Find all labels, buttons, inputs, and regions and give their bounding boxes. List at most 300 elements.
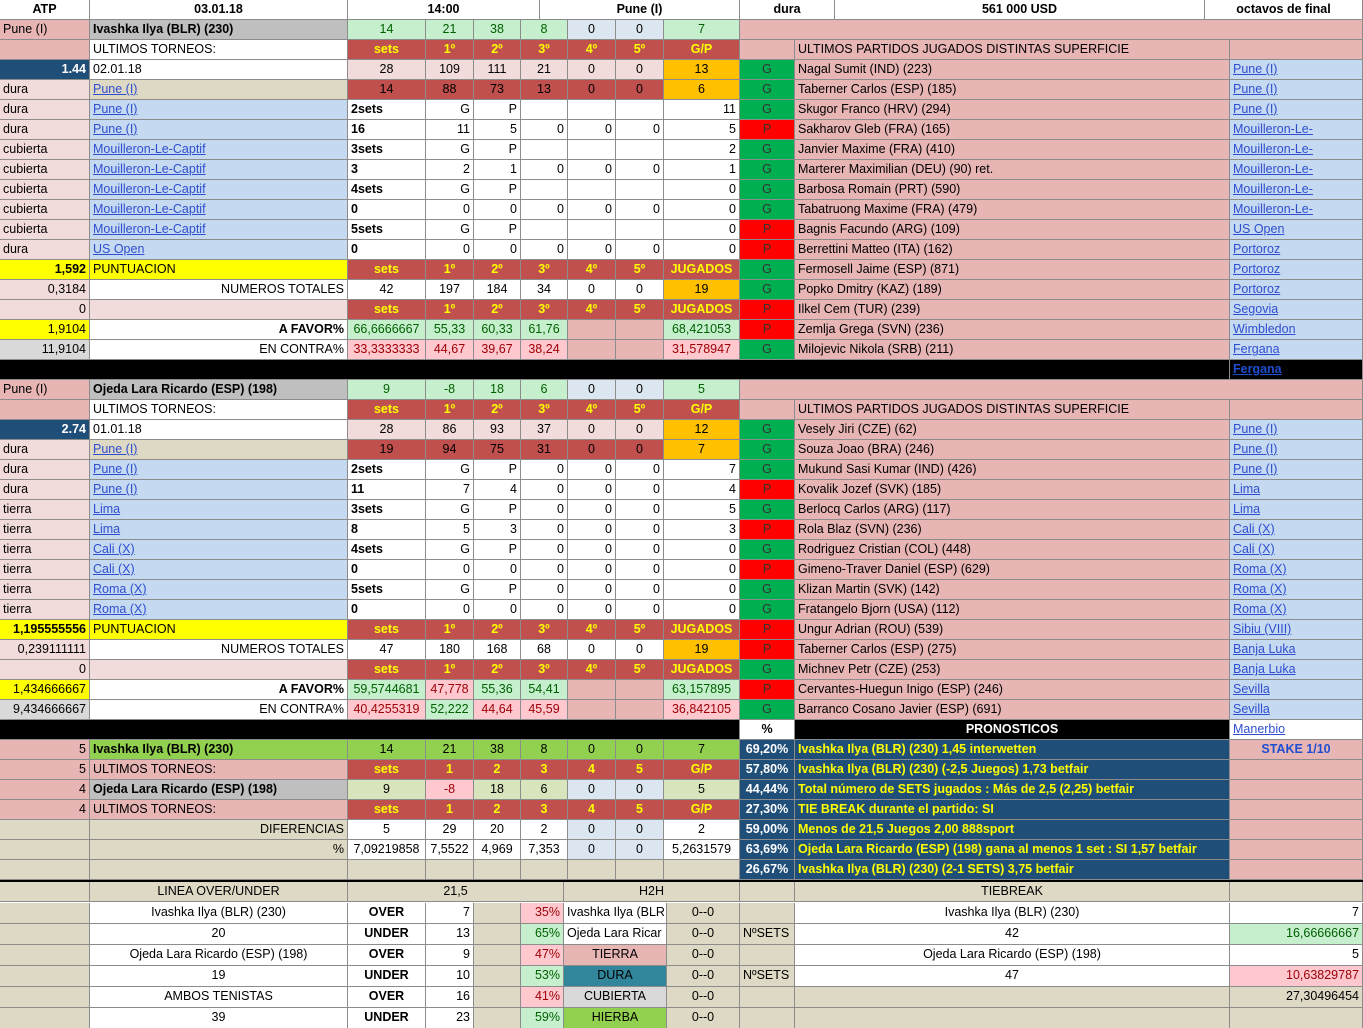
loss-badge: P [740, 220, 795, 240]
totals-label: NUMEROS TOTALES [90, 280, 348, 300]
against-value: 11,9104 [0, 340, 90, 360]
favor-percent: 54,41 [521, 680, 568, 700]
summary-value: 7 [664, 20, 740, 40]
against-percent: 39,67 [474, 340, 521, 360]
forecast-percent: 57,80% [740, 760, 795, 780]
tournament-link[interactable]: Cali (X) [1230, 520, 1363, 540]
h2h-title: H2H [564, 882, 740, 902]
tiebreak-label: 47 [795, 966, 1230, 987]
forecast-value: 9 [348, 780, 426, 800]
win-badge: G [740, 700, 795, 720]
player-name: Ivashka Ilya (BLR) (230) [90, 20, 348, 40]
tournament-link[interactable]: Pune (I) [1230, 100, 1363, 120]
tournament-link[interactable]: Sibiu (VIII) [1230, 620, 1363, 640]
forecast-value: 8 [521, 740, 568, 760]
over-under-percent: 41% [521, 987, 564, 1008]
totals-number: 47 [348, 640, 426, 660]
column-header: 2º [474, 400, 521, 420]
tiebreak-value: 27,30496454 [1230, 987, 1363, 1008]
sets-value: 4sets [348, 540, 426, 560]
sets-value: 2 [664, 140, 740, 160]
sheet-row [0, 820, 1363, 840]
sets-value: 5 [664, 500, 740, 520]
forecast-value [474, 860, 521, 880]
loss-badge: P [740, 640, 795, 660]
sets-value: 0 [664, 180, 740, 200]
against-percent [568, 700, 616, 720]
forecast-value: 7,09219858 [348, 840, 426, 860]
h2h-value: 0--0 [667, 966, 740, 987]
tiebreak-value: 5 [1230, 945, 1363, 966]
column-header: sets [348, 40, 426, 60]
tournament-link[interactable]: Roma (X) [90, 580, 348, 600]
blank [0, 400, 90, 420]
zero-value: 0 [0, 660, 90, 680]
opponent-name: Fratangelo Bjorn (USA) (112) [795, 600, 1230, 620]
stat-value: 111 [474, 60, 521, 80]
h2h-value: 0--0 [667, 1008, 740, 1028]
tournament-link[interactable]: Cali (X) [90, 540, 348, 560]
forecast-count [0, 840, 90, 860]
stat-value: 0 [616, 80, 664, 100]
h2h-label: DURA [564, 966, 667, 987]
separator [0, 360, 1230, 380]
totals-number: 68 [521, 640, 568, 660]
ultimos-label: ULTIMOS TORNEOS: [90, 40, 348, 60]
blank [474, 924, 521, 945]
blank [740, 40, 795, 60]
loss-badge: P [740, 320, 795, 340]
h2h-label: HIERBA [564, 1008, 667, 1028]
summary-value: -8 [426, 380, 474, 400]
score-value: 1,195555556 [0, 620, 90, 640]
win-badge: G [740, 260, 795, 280]
tournament-link[interactable]: Portoroz [1230, 240, 1363, 260]
column-header: 3º [521, 620, 568, 640]
tournament-link[interactable]: Portoroz [1230, 280, 1363, 300]
sheet-row [0, 520, 1363, 540]
surface-label: dura [0, 80, 90, 100]
tournament-link[interactable]: Banja Luka [1230, 640, 1363, 660]
sheet-row [0, 260, 1363, 280]
totals-number: 197 [426, 280, 474, 300]
favor-label: A FAVOR% [90, 680, 348, 700]
sheet-row [0, 460, 1363, 480]
tournament-link[interactable]: Mouilleron-Le- [1230, 180, 1363, 200]
over-under-count: 13 [426, 924, 474, 945]
stat-value: 6 [664, 80, 740, 100]
sheet-row [0, 380, 1363, 400]
forecast-value: 5 [348, 820, 426, 840]
stat-value: 0 [568, 440, 616, 460]
opponent-name: Skugor Franco (HRV) (294) [795, 100, 1230, 120]
sets-value: 3sets [348, 140, 426, 160]
over-under-type: UNDER [348, 966, 426, 987]
sheet-row [0, 945, 1363, 966]
tournament-link[interactable]: Mouilleron-Le- [1230, 160, 1363, 180]
tournament-link[interactable]: Pune (I) [90, 80, 348, 100]
forecast-title: PRONOSTICOS [795, 720, 1230, 740]
over-under-count: 23 [426, 1008, 474, 1028]
opponent-name: Michnev Petr (CZE) (253) [795, 660, 1230, 680]
forecast-value: 2 [474, 760, 521, 780]
h2h-value: 0--0 [667, 987, 740, 1008]
tournament-link[interactable]: Lima [90, 520, 348, 540]
sheet-row [0, 300, 1363, 320]
tiebreak-label: Ivashka Ilya (BLR) (230) [795, 903, 1230, 924]
forecast-value: 0 [616, 740, 664, 760]
sets-value: P [474, 140, 521, 160]
sets-value [616, 220, 664, 240]
tournament-link[interactable]: Roma (X) [1230, 560, 1363, 580]
blank [0, 945, 90, 966]
score-value: 1,592 [0, 260, 90, 280]
sheet-row [0, 120, 1363, 140]
sets-value: 3 [664, 520, 740, 540]
sets-value: 0 [521, 240, 568, 260]
win-badge: G [740, 180, 795, 200]
blank [474, 945, 521, 966]
forecast-count: 4 [0, 780, 90, 800]
tiebreak-label: 42 [795, 924, 1230, 945]
tournament-link[interactable]: Lima [1230, 480, 1363, 500]
forecast-percent: 44,44% [740, 780, 795, 800]
sets-value: 5sets [348, 220, 426, 240]
column-header: 3º [521, 260, 568, 280]
totals-number: 180 [426, 640, 474, 660]
sets-value [616, 140, 664, 160]
forecast-percent: 63,69% [740, 840, 795, 860]
tournament-link[interactable]: Pune (I) [1230, 460, 1363, 480]
sheet-row [0, 860, 1363, 880]
sets-value: 0 [664, 560, 740, 580]
separator [0, 720, 740, 740]
tournament-link[interactable]: Mouilleron-Le-Captif [90, 180, 348, 200]
tournament-link[interactable]: Pune (I) [90, 120, 348, 140]
column-header: 1º [426, 300, 474, 320]
against-percent: 44,64 [474, 700, 521, 720]
tournament-link[interactable]: Fergana [1230, 340, 1363, 360]
score-label: PUNTUACION [90, 620, 348, 640]
tournament-link[interactable]: Pune (I) [1230, 60, 1363, 80]
sets-value: 0 [521, 120, 568, 140]
tournament-link[interactable]: Mouilleron-Le- [1230, 200, 1363, 220]
stat-value: 13 [521, 80, 568, 100]
blank [0, 1008, 90, 1028]
sets-value: 0 [568, 580, 616, 600]
tournament-link[interactable]: Mouilleron-Le- [1230, 120, 1363, 140]
sheet-row [0, 700, 1363, 720]
header-cell: dura [740, 0, 835, 20]
tournament-link[interactable]: Mouilleron-Le-Captif [90, 160, 348, 180]
blank [740, 882, 795, 902]
opponent-name: Vesely Jiri (CZE) (62) [795, 420, 1230, 440]
sets-value: 0 [348, 240, 426, 260]
tournament-link[interactable]: Wimbledon [1230, 320, 1363, 340]
sets-value: 0 [664, 220, 740, 240]
odds-value: 2.74 [0, 420, 90, 440]
forecast-label: Ojeda Lara Ricardo (ESP) (198) [90, 780, 348, 800]
totals-number: 19 [664, 640, 740, 660]
stat-value: 7 [664, 440, 740, 460]
opponent-name: Rola Blaz (SVN) (236) [795, 520, 1230, 540]
sets-value: 0 [568, 520, 616, 540]
tournament-link[interactable]: Pune (I) [90, 440, 348, 460]
tournament-link[interactable]: Banja Luka [1230, 660, 1363, 680]
sets-value: 0 [426, 240, 474, 260]
tournament-link[interactable]: Sevilla [1230, 680, 1363, 700]
favor-value: 1,434666667 [0, 680, 90, 700]
stake-label [1230, 760, 1363, 780]
sets-value: 0 [568, 480, 616, 500]
sets-value: G [426, 100, 474, 120]
forecast-label [90, 860, 348, 880]
sets-value: P [474, 100, 521, 120]
sets-value: 0 [474, 240, 521, 260]
sets-value: P [474, 540, 521, 560]
summary-value: 0 [568, 380, 616, 400]
surface-label: dura [0, 480, 90, 500]
sets-value [521, 140, 568, 160]
sets-value: 2sets [348, 100, 426, 120]
sets-value: 0 [568, 240, 616, 260]
tournament-link[interactable]: US Open [1230, 220, 1363, 240]
opponent-name: Bagnis Facundo (ARG) (109) [795, 220, 1230, 240]
tiebreak-label [795, 987, 1230, 1008]
sets-value: 0 [616, 460, 664, 480]
tournament-link[interactable]: Mouilleron-Le- [1230, 140, 1363, 160]
sets-value: 0 [616, 240, 664, 260]
tournament-link[interactable]: Portoroz [1230, 260, 1363, 280]
summary-value: 14 [348, 20, 426, 40]
forecast-value: 5 [616, 760, 664, 780]
favor-percent [616, 680, 664, 700]
sheet-row [0, 640, 1363, 660]
win-badge: G [740, 100, 795, 120]
column-header: 2º [474, 660, 521, 680]
favor-percent: 59,5744681 [348, 680, 426, 700]
forecast-value [521, 860, 568, 880]
column-header: 4º [568, 260, 616, 280]
sets-value: 0 [568, 200, 616, 220]
stat-value: 73 [474, 80, 521, 100]
tournament-link[interactable]: Manerbio [1230, 720, 1363, 740]
sets-value [616, 180, 664, 200]
tournament-link[interactable]: Lima [1230, 500, 1363, 520]
sets-value: P [474, 460, 521, 480]
sheet-row [0, 100, 1363, 120]
forecast-percent: 26,67% [740, 860, 795, 880]
tournament-link[interactable]: Segovia [1230, 300, 1363, 320]
summary-value: 38 [474, 20, 521, 40]
sets-value: 0 [348, 200, 426, 220]
stat-value: 75 [474, 440, 521, 460]
win-badge: G [740, 600, 795, 620]
forecast-value [426, 860, 474, 880]
column-header: sets [348, 300, 426, 320]
stake-label [1230, 780, 1363, 800]
over-under-percent: 53% [521, 966, 564, 987]
forecast-value: 0 [568, 780, 616, 800]
sheet-row [0, 1008, 1363, 1028]
blank [90, 300, 348, 320]
sets-value: 3 [474, 520, 521, 540]
sets-value: 0 [616, 120, 664, 140]
sheet-row [0, 320, 1363, 340]
opponent-name: Popko Dmitry (KAZ) (189) [795, 280, 1230, 300]
forecast-count: 4 [0, 800, 90, 820]
win-badge: G [740, 500, 795, 520]
forecast-value: 3 [521, 800, 568, 820]
surface-label: cubierta [0, 200, 90, 220]
sets-value: 5 [474, 120, 521, 140]
forecast-percent: 59,00% [740, 820, 795, 840]
forecast-value: 2 [664, 820, 740, 840]
sheet-row [0, 240, 1363, 260]
stake-label [1230, 840, 1363, 860]
surface-label: cubierta [0, 220, 90, 240]
favor-value: 1,9104 [0, 320, 90, 340]
favor-percent: 60,33 [474, 320, 521, 340]
surface-label: tierra [0, 580, 90, 600]
tournament-link[interactable]: Roma (X) [90, 600, 348, 620]
opponent-name: Klizan Martin (SVK) (142) [795, 580, 1230, 600]
sheet-row [0, 600, 1363, 620]
tournament-link[interactable]: US Open [90, 240, 348, 260]
tournament-link[interactable]: Mouilleron-Le-Captif [90, 140, 348, 160]
blank [1230, 40, 1363, 60]
win-badge: G [740, 160, 795, 180]
column-header: 3º [521, 300, 568, 320]
opponent-name: Marterer Maximilian (DEU) (90) ret. [795, 160, 1230, 180]
header-cell: octavos de final [1205, 0, 1363, 20]
loss-badge: P [740, 520, 795, 540]
tournament-link[interactable]: Sevilla [1230, 700, 1363, 720]
sets-value: 0 [616, 520, 664, 540]
sets-value: 1 [474, 160, 521, 180]
forecast-value: 5,2631579 [664, 840, 740, 860]
forecast-percent: 27,30% [740, 800, 795, 820]
forecast-value: 0 [616, 820, 664, 840]
column-header: JUGADOS [664, 300, 740, 320]
column-header: JUGADOS [664, 660, 740, 680]
column-header: G/P [664, 40, 740, 60]
tournament-link[interactable]: Lima [90, 500, 348, 520]
against-value: 9,434666667 [0, 700, 90, 720]
sheet-row [0, 140, 1363, 160]
tournament-link[interactable]: Cali (X) [90, 560, 348, 580]
sets-value: 0 [426, 560, 474, 580]
opponent-name: Cervantes-Huegun Inigo (ESP) (246) [795, 680, 1230, 700]
header-cell: Pune (I) [540, 0, 740, 20]
opponent-name: Zemlja Grega (SVN) (236) [795, 320, 1230, 340]
opponent-name: Rodriguez Cristian (COL) (448) [795, 540, 1230, 560]
opponent-name: Kovalik Jozef (SVK) (185) [795, 480, 1230, 500]
forecast-text: Menos de 21,5 Juegos 2,00 888sport [795, 820, 1230, 840]
favor-percent: 55,33 [426, 320, 474, 340]
blank [474, 903, 521, 924]
tournament-link[interactable]: Pune (I) [1230, 440, 1363, 460]
tournament-link[interactable]: Pune (I) [90, 480, 348, 500]
blank [0, 987, 90, 1008]
sheet-row [0, 160, 1363, 180]
summary-value: 9 [348, 380, 426, 400]
forecast-label: % [90, 840, 348, 860]
nsets-label [740, 987, 795, 1008]
favor-percent: 61,76 [521, 320, 568, 340]
sets-value: 0 [616, 580, 664, 600]
location-label: Pune (I) [0, 380, 90, 400]
over-under-type: UNDER [348, 924, 426, 945]
sheet-row [0, 500, 1363, 520]
tournament-link[interactable]: Roma (X) [1230, 600, 1363, 620]
against-percent: 38,24 [521, 340, 568, 360]
sets-value: 0 [474, 560, 521, 580]
win-badge: G [740, 60, 795, 80]
forecast-label: Ivashka Ilya (BLR) (230) [90, 740, 348, 760]
over-under-count: 7 [426, 903, 474, 924]
totals-value: 0,3184 [0, 280, 90, 300]
sets-value: G [426, 460, 474, 480]
totals-number: 19 [664, 280, 740, 300]
forecast-label: ULTIMOS TORNEOS: [90, 760, 348, 780]
forecast-value: 3 [521, 760, 568, 780]
summary-value: 6 [521, 380, 568, 400]
tournament-link[interactable]: Pune (I) [1230, 420, 1363, 440]
sets-value: 0 [521, 540, 568, 560]
forecast-value [568, 860, 616, 880]
sheet-row [0, 987, 1363, 1008]
column-header: 1º [426, 260, 474, 280]
sheet-row [0, 80, 1363, 100]
sets-value: 0 [616, 560, 664, 580]
forecast-value: 1 [426, 800, 474, 820]
tournament-link[interactable]: Mouilleron-Le-Captif [90, 200, 348, 220]
sets-value: 0 [616, 540, 664, 560]
sets-value: 0 [568, 120, 616, 140]
opponent-name: Berrettini Matteo (ITA) (162) [795, 240, 1230, 260]
matches-title: ULTIMOS PARTIDOS JUGADOS DISTINTAS SUPERFICIE [795, 400, 1230, 420]
tournament-link[interactable]: Cali (X) [1230, 540, 1363, 560]
stake-label [1230, 800, 1363, 820]
tournament-link[interactable]: Roma (X) [1230, 580, 1363, 600]
tournament-link[interactable]: Pune (I) [90, 460, 348, 480]
totals-value: 0,239111111 [0, 640, 90, 660]
tournament-link[interactable]: Pune (I) [90, 100, 348, 120]
over-under-player: 19 [90, 966, 348, 987]
totals-label: NUMEROS TOTALES [90, 640, 348, 660]
sets-value: 0 [664, 240, 740, 260]
surface-label: tierra [0, 500, 90, 520]
column-header: sets [348, 400, 426, 420]
forecast-count [0, 860, 90, 880]
opponent-name: Berlocq Carlos (ARG) (117) [795, 500, 1230, 520]
tournament-link[interactable]: Fergana [1230, 360, 1363, 380]
forecast-value: 14 [348, 740, 426, 760]
column-header: G/P [664, 400, 740, 420]
sheet-row [0, 840, 1363, 860]
sheet-row [0, 800, 1363, 820]
sheet-row [0, 340, 1363, 360]
loss-badge: P [740, 480, 795, 500]
totals-number: 34 [521, 280, 568, 300]
forecast-value: G/P [664, 760, 740, 780]
tournament-link[interactable]: Mouilleron-Le-Captif [90, 220, 348, 240]
surface-label: dura [0, 100, 90, 120]
column-header: JUGADOS [664, 620, 740, 640]
tournament-link[interactable]: Pune (I) [1230, 80, 1363, 100]
sets-value: 0 [474, 600, 521, 620]
